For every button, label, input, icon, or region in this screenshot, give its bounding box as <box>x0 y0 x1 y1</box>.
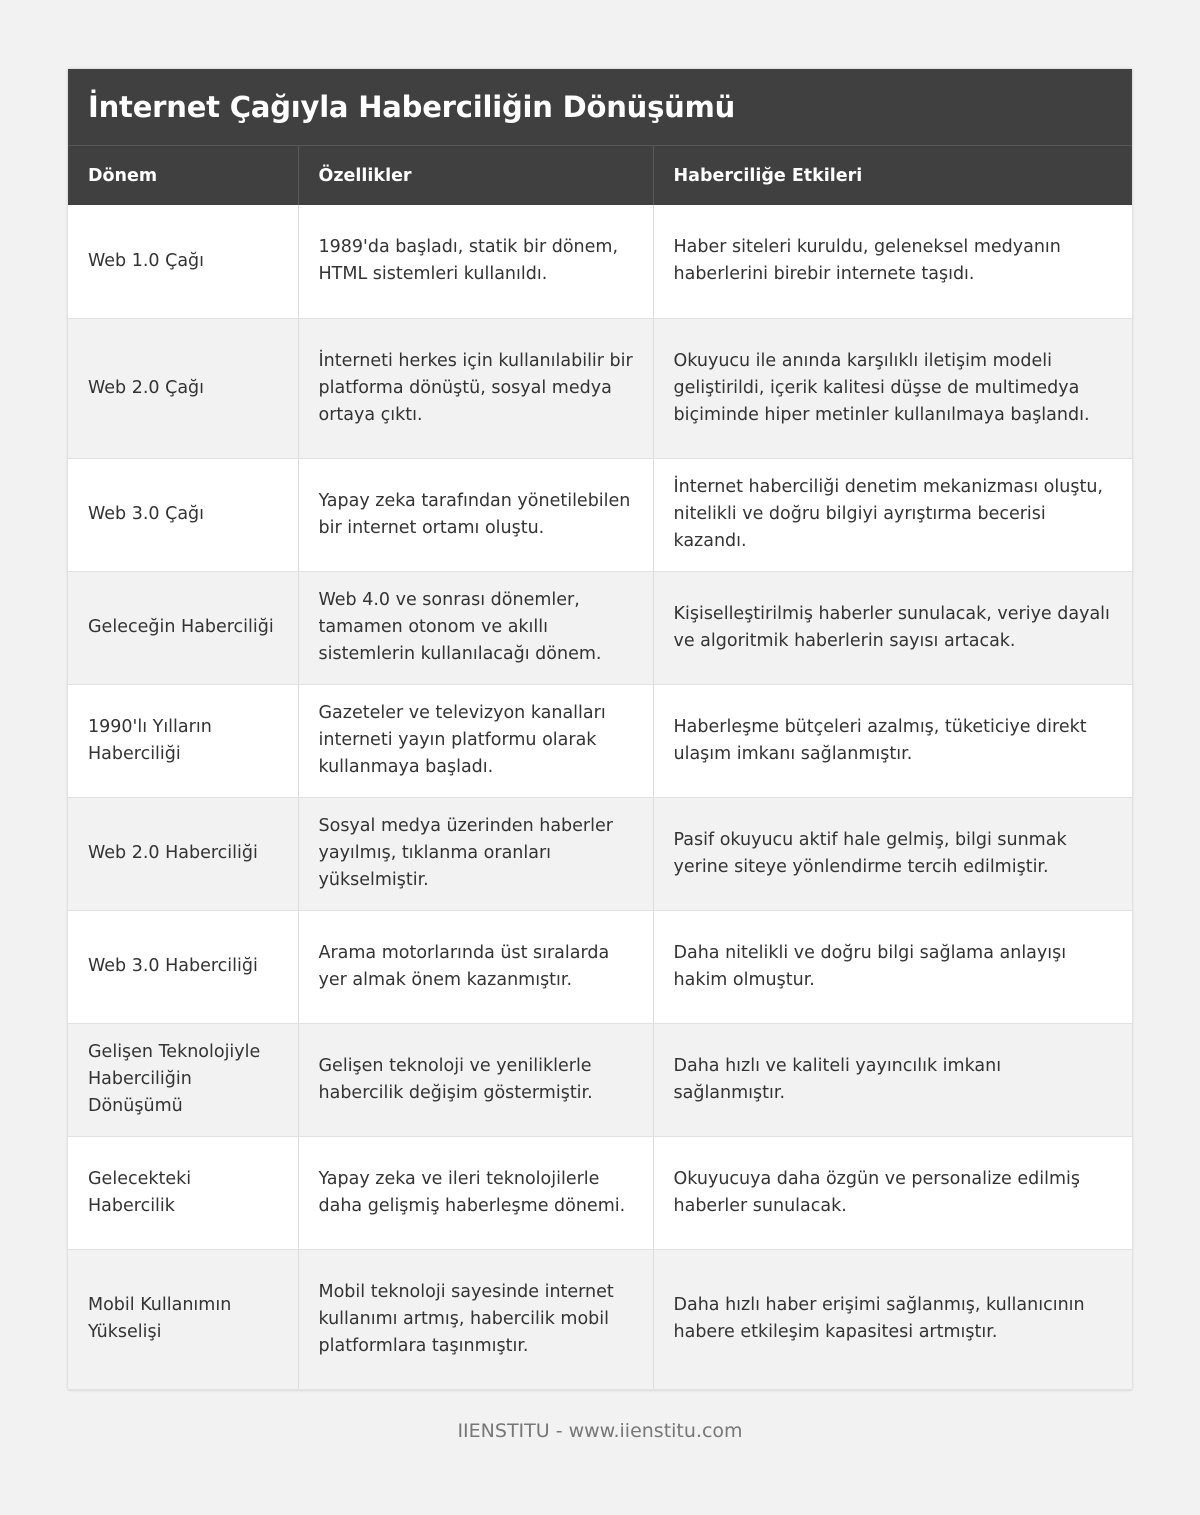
cell-period: Web 3.0 Çağı <box>68 458 298 571</box>
table-row <box>68 1023 1132 1136</box>
cell-effects: Okuyucuya daha özgün ve personalize edilmiş haberler sunulacak. <box>653 1136 1132 1249</box>
title-bar <box>68 69 1132 146</box>
cell-effects: Haber siteleri kuruldu, geleneksel medyanın haberlerini birebir internete taşıdı. <box>653 205 1132 318</box>
cell-features: 1989'da başladı, statik bir dönem, HTML sistemleri kullanıldı. <box>298 205 653 318</box>
cell-effects: Daha nitelikli ve doğru bilgi sağlama anlayışı hakim olmuştur. <box>653 910 1132 1023</box>
cell-features: Gelişen teknoloji ve yeniliklerle habercilik değişim göstermiştir. <box>298 1023 653 1136</box>
table-row <box>68 797 1132 910</box>
cell-period: Web 2.0 Çağı <box>68 318 298 458</box>
cell-effects: İnternet haberciliği denetim mekanizması oluştu, nitelikli ve doğru bilgiyi ayrıştırma becerisi kazandı. <box>653 458 1132 571</box>
cell-features: Yapay zeka ve ileri teknolojilerle daha gelişmiş haberleşme dönemi. <box>298 1136 653 1249</box>
table-row <box>68 318 1132 458</box>
table-card <box>68 69 1132 1390</box>
cell-period: Gelecekteki Habercilik <box>68 1136 298 1249</box>
table-row <box>68 1249 1132 1389</box>
cell-features: Sosyal medya üzerinden haberler yayılmış, tıklanma oranları yükselmiştir. <box>298 797 653 910</box>
data-table <box>68 146 1132 1390</box>
cell-features: Web 4.0 ve sonrası dönemler, tamamen otonom ve akıllı sistemlerin kullanılacağı dönem. <box>298 571 653 684</box>
column-header-features: Özellikler <box>298 146 653 205</box>
page-title: İnternet Çağıyla Haberciliğin Dönüşümü <box>88 90 736 124</box>
cell-features: Yapay zeka tarafından yönetilebilen bir internet ortamı oluştu. <box>298 458 653 571</box>
column-header-period: Dönem <box>68 146 298 205</box>
cell-features: İnterneti herkes için kullanılabilir bir platforma dönüştü, sosyal medya ortaya çıktı. <box>298 318 653 458</box>
cell-effects: Daha hızlı ve kaliteli yayıncılık imkanı sağlanmıştır. <box>653 1023 1132 1136</box>
cell-period: Gelişen Teknolojiyle Haberciliğin Dönüşümü <box>68 1023 298 1136</box>
cell-effects: Pasif okuyucu aktif hale gelmiş, bilgi sunmak yerine siteye yönlendirme tercih edilmiştir. <box>653 797 1132 910</box>
column-header-effects: Haberciliğe Etkileri <box>673 165 863 186</box>
footer-credit: IIENSTITU - www.iienstitu.com <box>457 1420 743 1442</box>
cell-period: Web 1.0 Çağı <box>68 205 298 318</box>
table-row <box>68 1136 1132 1249</box>
cell-features: Gazeteler ve televizyon kanalları interneti yayın platformu olarak kullanmaya başladı. <box>298 684 653 797</box>
table-row <box>68 571 1132 684</box>
cell-features: Mobil teknoloji sayesinde internet kullanımı artmış, habercilik mobil platformlara taşınmıştır. <box>298 1249 653 1389</box>
cell-features: Arama motorlarında üst sıralarda yer almak önem kazanmıştır. <box>298 910 653 1023</box>
table-row <box>68 684 1132 797</box>
table-header-row <box>68 146 1132 205</box>
table-row <box>68 458 1132 571</box>
cell-effects: Kişiselleştirilmiş haberler sunulacak, veriye dayalı ve algoritmik haberlerin sayısı artacak. <box>653 571 1132 684</box>
cell-effects: Haberleşme bütçeleri azalmış, tüketiciye direkt ulaşım imkanı sağlanmıştır. <box>653 684 1132 797</box>
cell-period: Web 3.0 Haberciliği <box>68 910 298 1023</box>
cell-period: 1990'lı Yılların Haberciliği <box>68 684 298 797</box>
cell-effects: Okuyucu ile anında karşılıklı iletişim modeli geliştirildi, içerik kalitesi düşse de multimedya biçiminde hiper metinler kullanılmaya başlandı. <box>653 318 1132 458</box>
table-row <box>68 910 1132 1023</box>
table-row <box>68 205 1132 318</box>
cell-period: Web 2.0 Haberciliği <box>68 797 298 910</box>
cell-effects: Daha hızlı haber erişimi sağlanmış, kullanıcının habere etkileşim kapasitesi artmıştır. <box>653 1249 1132 1389</box>
cell-period: Mobil Kullanımın Yükselişi <box>68 1249 298 1389</box>
cell-period: Geleceğin Haberciliği <box>68 571 298 684</box>
